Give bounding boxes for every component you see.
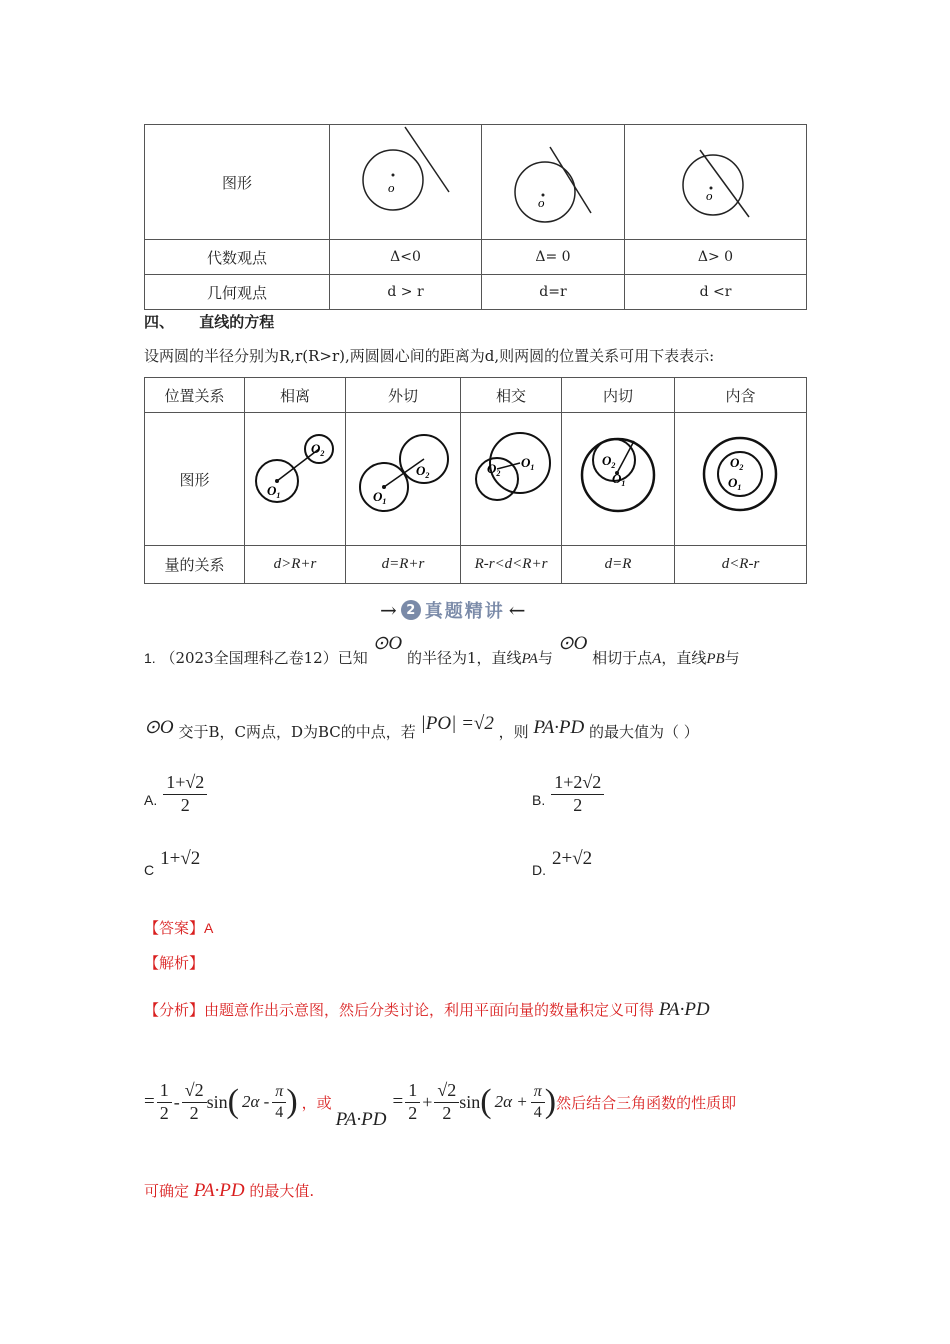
analysis-line-3: 可确定 PA·PD 的最大值. xyxy=(144,1180,315,1201)
row-label-geometry: 几何观点 xyxy=(145,275,330,310)
row-label-figure: 图形 xyxy=(145,125,330,240)
row-label-relation: 量的关系 xyxy=(145,546,245,584)
pa-pd-expression: PA·PD xyxy=(533,717,585,738)
figure-separate xyxy=(330,125,482,240)
row-label-algebra: 代数观点 xyxy=(145,240,330,275)
analysis-line-1: 【分析】由题意作出示意图，然后分类讨论，利用平面向量的数量积定义可得 PA·PD xyxy=(144,999,710,1020)
algebra-separate: Δ<0 xyxy=(330,240,482,275)
option-a[interactable]: A. $\frac{1+√2}{2}$ xyxy=(144,772,207,816)
figure-circles-intersect xyxy=(461,413,562,546)
geometry-separate: d > r xyxy=(330,275,482,310)
section-title: 直线的方程 xyxy=(199,313,275,331)
option-d[interactable]: D. 2+√2 xyxy=(532,848,593,878)
svg-text:O2: $O_2$ xyxy=(311,441,325,458)
relation-external: d=R+r xyxy=(346,546,461,584)
section-heading xyxy=(144,311,274,332)
po-expression: |PO| =√2 xyxy=(420,713,494,734)
relation-internal: d=R xyxy=(562,546,675,584)
svg-text:O1: $O_1$ xyxy=(267,483,281,500)
line-circle-table xyxy=(144,124,807,310)
geometry-tangent: d=r xyxy=(482,275,625,310)
banner-arrow-left: → xyxy=(380,598,397,622)
figure-circles-external xyxy=(346,413,461,546)
circle-circle-table xyxy=(144,377,807,584)
header-external-tangent: 外切 xyxy=(346,378,461,413)
relation-contain: d<R-r xyxy=(675,546,807,584)
header-contain: 内含 xyxy=(675,378,807,413)
row-label-figure2: 图形 xyxy=(145,413,245,546)
svg-text:O1: $O_1$ xyxy=(727,475,741,492)
question-number: 1. xyxy=(144,650,156,666)
svg-text:O2: $O_2$ xyxy=(602,453,616,470)
figure-tangent xyxy=(482,125,625,240)
algebra-tangent: Δ= 0 xyxy=(482,240,625,275)
geometry-intersect: d <r xyxy=(624,275,806,310)
question-line-2: ⊙O 交于B，C两点，D为BC的中点，若 |PO| =√2 ，则 PA·PD 的最大值为（ ） xyxy=(144,713,699,741)
header-intersect: 相交 xyxy=(461,378,562,413)
figure-circles-separate xyxy=(245,413,346,546)
algebra-intersect: Δ> 0 xyxy=(624,240,806,275)
relation-separate: d>R+r xyxy=(245,546,346,584)
analysis-formula: = $\frac{1}{2}$ - $\frac{√2}{2}$ sin ( 2α - $\frac{\pi}{4}$ ) ，或 PA·PD = $\frac{1}{2}$ + $\frac{√2}{2}$ sin ( 2α + $\frac{\pi}{4}$ ) 然后结合三角函数的性质即 xyxy=(144,1080,737,1131)
banner-number-badge: 2 xyxy=(401,600,421,620)
svg-text:O1: $O_1$ xyxy=(521,455,535,472)
answer-line: 【答案】A xyxy=(144,919,214,937)
banner-title: 真题精讲 xyxy=(424,601,505,622)
header-internal-tangent: 内切 xyxy=(562,378,675,413)
header-separate: 相离 xyxy=(245,378,346,413)
svg-text:O1: $O_1$ xyxy=(612,471,626,488)
svg-text:o: o xyxy=(537,195,545,210)
svg-text:O2: $O_2$ xyxy=(416,463,430,480)
section-intro: 设两圆的半径分别为R,r(R>r),两圆圆心间的距离为d,则两圆的位置关系可用下表表示: xyxy=(144,347,715,365)
center-label: o xyxy=(387,180,394,195)
option-c[interactable]: C 1+√2 xyxy=(144,848,201,878)
question-line-1: 1. （2023全国理科乙卷12）已知 ⊙O 的半径为1，直线PA与 ⊙O 相切于点A，直线PB与 xyxy=(144,633,740,667)
svg-text:O2: $O_2$ xyxy=(487,461,501,478)
figure-circles-internal xyxy=(562,413,675,546)
header-relation: 位置关系 xyxy=(145,378,245,413)
figure-intersect xyxy=(624,125,806,240)
relation-intersect: R-r<d<R+r xyxy=(461,546,562,584)
analysis-tag: 【解析】 xyxy=(144,954,205,972)
circle-o-symbol: ⊙O xyxy=(372,633,403,654)
banner-arrow-right: ← xyxy=(508,598,526,622)
figure-circles-contain xyxy=(675,413,807,546)
section-number: 四、 xyxy=(144,313,175,331)
svg-text:o: o xyxy=(706,188,713,203)
svg-text:O1: $O_1$ xyxy=(373,489,387,506)
svg-text:O2: $O_2$ xyxy=(729,455,743,472)
option-b[interactable]: B. $\frac{1+2√2}{2}$ xyxy=(532,772,604,816)
section-banner xyxy=(380,597,526,623)
